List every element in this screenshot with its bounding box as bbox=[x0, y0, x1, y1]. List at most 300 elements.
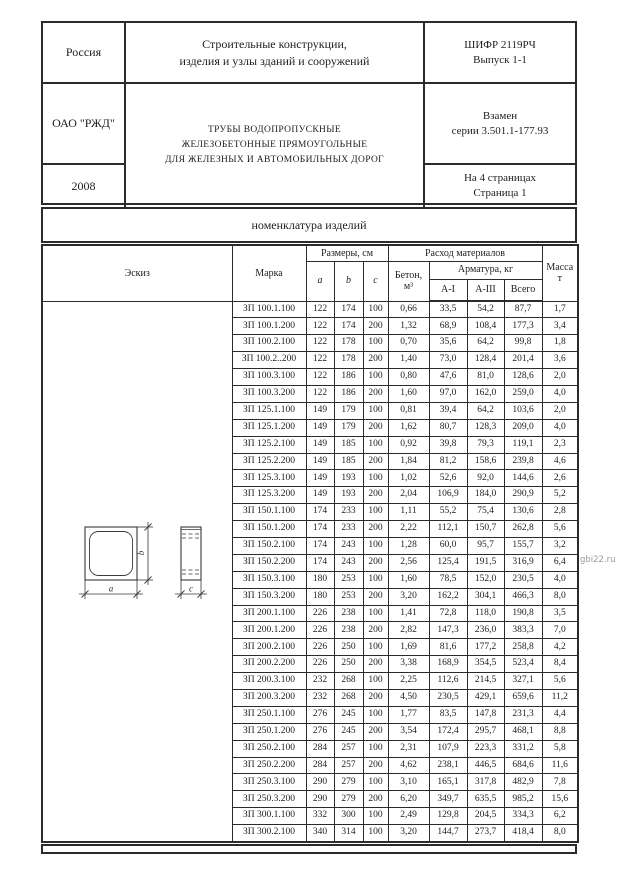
value-cell: 35,6 bbox=[429, 335, 467, 352]
value-cell: 1,02 bbox=[388, 470, 429, 487]
mark-cell: ЗП 250.3.200 bbox=[232, 791, 306, 808]
value-cell: 232 bbox=[306, 689, 334, 706]
value-cell: 178 bbox=[334, 352, 363, 369]
value-cell: 100 bbox=[363, 402, 388, 419]
value-cell: 64,2 bbox=[467, 335, 504, 352]
value-cell: 468,1 bbox=[504, 723, 542, 740]
value-cell: 106,9 bbox=[429, 487, 467, 504]
value-cell: 100 bbox=[363, 605, 388, 622]
mark-cell: ЗП 150.3.100 bbox=[232, 571, 306, 588]
value-cell: 100 bbox=[363, 436, 388, 453]
value-cell: 122 bbox=[306, 369, 334, 386]
value-cell: 83,5 bbox=[429, 706, 467, 723]
mark-cell: ЗП 250.2.100 bbox=[232, 740, 306, 757]
value-cell: 327,1 bbox=[504, 673, 542, 690]
value-cell: 174 bbox=[306, 537, 334, 554]
value-cell: 659,6 bbox=[504, 689, 542, 706]
value-cell: 1,77 bbox=[388, 706, 429, 723]
value-cell: 174 bbox=[334, 318, 363, 335]
header-sketch: Эскиз bbox=[42, 245, 232, 301]
value-cell: 193 bbox=[334, 470, 363, 487]
value-cell: 100 bbox=[363, 537, 388, 554]
value-cell: 1,11 bbox=[388, 504, 429, 521]
header-dimensions: Размеры, см bbox=[306, 245, 388, 261]
value-cell: 122 bbox=[306, 335, 334, 352]
value-cell: 236,0 bbox=[467, 622, 504, 639]
header-rebar: Арматура, кг bbox=[429, 261, 542, 279]
value-cell: 200 bbox=[363, 689, 388, 706]
value-cell: 331,2 bbox=[504, 740, 542, 757]
value-cell: 95,7 bbox=[467, 537, 504, 554]
value-cell: 1,40 bbox=[388, 352, 429, 369]
sketch-label-a: a bbox=[109, 583, 114, 594]
value-cell: 200 bbox=[363, 723, 388, 740]
sketch-label-c: c bbox=[189, 583, 194, 594]
title-block bbox=[41, 21, 577, 205]
value-cell: 200 bbox=[363, 453, 388, 470]
value-cell: 180 bbox=[306, 571, 334, 588]
issue-number: Выпуск 1-1 bbox=[473, 53, 527, 66]
value-cell: 68,9 bbox=[429, 318, 467, 335]
value-cell: 122 bbox=[306, 352, 334, 369]
mark-cell: ЗП 125.1.100 bbox=[232, 402, 306, 419]
value-cell: 81,0 bbox=[467, 369, 504, 386]
value-cell: 316,9 bbox=[504, 554, 542, 571]
value-cell: 223,3 bbox=[467, 740, 504, 757]
value-cell: 165,1 bbox=[429, 774, 467, 791]
value-cell: 130,6 bbox=[504, 504, 542, 521]
mark-cell: ЗП 150.1.200 bbox=[232, 521, 306, 538]
value-cell: 1,28 bbox=[388, 537, 429, 554]
value-cell: 635,5 bbox=[467, 791, 504, 808]
value-cell: 100 bbox=[363, 639, 388, 656]
value-cell: 243 bbox=[334, 554, 363, 571]
value-cell: 122 bbox=[306, 385, 334, 402]
cipher-cell bbox=[425, 23, 575, 84]
header-concrete-line1: Бетон, bbox=[394, 269, 423, 281]
value-cell: 4,0 bbox=[542, 419, 578, 436]
value-cell: 128,4 bbox=[467, 352, 504, 369]
value-cell: 2,56 bbox=[388, 554, 429, 571]
value-cell: 200 bbox=[363, 554, 388, 571]
sketch-inner-opening bbox=[90, 532, 133, 576]
value-cell: 174 bbox=[306, 521, 334, 538]
header-dim-b: b bbox=[334, 261, 363, 301]
value-cell: 295,7 bbox=[467, 723, 504, 740]
value-cell: 4,0 bbox=[542, 571, 578, 588]
mark-cell: ЗП 200.2.100 bbox=[232, 639, 306, 656]
value-cell: 684,6 bbox=[504, 757, 542, 774]
nomenclature-table bbox=[41, 244, 579, 843]
mark-cell: ЗП 100.2..200 bbox=[232, 352, 306, 369]
table-body bbox=[42, 301, 578, 842]
value-cell: 100 bbox=[363, 335, 388, 352]
value-cell: 6,2 bbox=[542, 808, 578, 825]
value-cell: 184,0 bbox=[467, 487, 504, 504]
value-cell: 230,5 bbox=[429, 689, 467, 706]
value-cell: 125,4 bbox=[429, 554, 467, 571]
value-cell: 186 bbox=[334, 369, 363, 386]
value-cell: 238,1 bbox=[429, 757, 467, 774]
value-cell: 7,8 bbox=[542, 774, 578, 791]
value-cell: 168,9 bbox=[429, 656, 467, 673]
value-cell: 75,4 bbox=[467, 504, 504, 521]
value-cell: 1,60 bbox=[388, 385, 429, 402]
value-cell: 2,82 bbox=[388, 622, 429, 639]
value-cell: 257 bbox=[334, 740, 363, 757]
value-cell: 118,0 bbox=[467, 605, 504, 622]
mark-cell: ЗП 125.3.100 bbox=[232, 470, 306, 487]
value-cell: 238 bbox=[334, 622, 363, 639]
value-cell: 149 bbox=[306, 487, 334, 504]
mark-cell: ЗП 300.1.100 bbox=[232, 808, 306, 825]
value-cell: 279 bbox=[334, 774, 363, 791]
value-cell: 177,2 bbox=[467, 639, 504, 656]
value-cell: 2,31 bbox=[388, 740, 429, 757]
value-cell: 128,3 bbox=[467, 419, 504, 436]
header-material-consumption: Расход материалов bbox=[388, 245, 542, 261]
value-cell: 39,8 bbox=[429, 436, 467, 453]
value-cell: 1,84 bbox=[388, 453, 429, 470]
value-cell: 3,4 bbox=[542, 318, 578, 335]
value-cell: 4,62 bbox=[388, 757, 429, 774]
value-cell: 107,9 bbox=[429, 740, 467, 757]
value-cell: 446,5 bbox=[467, 757, 504, 774]
value-cell: 253 bbox=[334, 571, 363, 588]
value-cell: 2,8 bbox=[542, 504, 578, 521]
value-cell: 354,5 bbox=[467, 656, 504, 673]
value-cell: 52,6 bbox=[429, 470, 467, 487]
organization-label: ОАО "РЖД" bbox=[52, 116, 115, 131]
value-cell: 268 bbox=[334, 689, 363, 706]
cipher-code: ШИФР 2119РЧ bbox=[464, 38, 536, 51]
value-cell: 39,4 bbox=[429, 402, 467, 419]
value-cell: 262,8 bbox=[504, 521, 542, 538]
value-cell: 122 bbox=[306, 301, 334, 318]
value-cell: 230,5 bbox=[504, 571, 542, 588]
value-cell: 73,0 bbox=[429, 352, 467, 369]
section-title-band bbox=[41, 207, 577, 243]
value-cell: 0,81 bbox=[388, 402, 429, 419]
value-cell: 250 bbox=[334, 639, 363, 656]
value-cell: 103,6 bbox=[504, 402, 542, 419]
mark-cell: ЗП 250.1.200 bbox=[232, 723, 306, 740]
value-cell: 193 bbox=[334, 487, 363, 504]
series-title-cell bbox=[126, 23, 425, 84]
value-cell: 112,1 bbox=[429, 521, 467, 538]
country-cell bbox=[43, 23, 126, 84]
sketch-cell bbox=[42, 301, 232, 842]
value-cell: 87,7 bbox=[504, 301, 542, 318]
value-cell: 2,0 bbox=[542, 369, 578, 386]
product-title-line3: ДЛЯ ЖЕЛЕЗНЫХ И АВТОМОБИЛЬНЫХ ДОРОГ bbox=[164, 155, 385, 166]
value-cell: 258,8 bbox=[504, 639, 542, 656]
value-cell: 4,6 bbox=[542, 453, 578, 470]
value-cell: 1,69 bbox=[388, 639, 429, 656]
value-cell: 3,6 bbox=[542, 352, 578, 369]
value-cell: 80,7 bbox=[429, 419, 467, 436]
value-cell: 1,8 bbox=[542, 335, 578, 352]
mark-cell: ЗП 150.2.100 bbox=[232, 537, 306, 554]
value-cell: 174 bbox=[306, 504, 334, 521]
header-mark: Марка bbox=[232, 245, 306, 301]
mark-cell: ЗП 250.1.100 bbox=[232, 706, 306, 723]
value-cell: 209,0 bbox=[504, 419, 542, 436]
value-cell: 5,6 bbox=[542, 521, 578, 538]
header-mass-line2: т bbox=[557, 273, 562, 285]
value-cell: 232 bbox=[306, 673, 334, 690]
mark-cell: ЗП 100.1.100 bbox=[232, 301, 306, 318]
value-cell: 257 bbox=[334, 757, 363, 774]
value-cell: 3,20 bbox=[388, 588, 429, 605]
mark-cell: ЗП 150.1.100 bbox=[232, 504, 306, 521]
value-cell: 2,04 bbox=[388, 487, 429, 504]
value-cell: 100 bbox=[363, 774, 388, 791]
value-cell: 253 bbox=[334, 588, 363, 605]
header-concrete-line2: м³ bbox=[403, 281, 414, 292]
value-cell: 81,2 bbox=[429, 453, 467, 470]
value-cell: 147,3 bbox=[429, 622, 467, 639]
value-cell: 334,3 bbox=[504, 808, 542, 825]
value-cell: 233 bbox=[334, 521, 363, 538]
value-cell: 8,0 bbox=[542, 825, 578, 842]
value-cell: 174 bbox=[306, 554, 334, 571]
value-cell: 150,7 bbox=[467, 521, 504, 538]
value-cell: 200 bbox=[363, 318, 388, 335]
sketch-side-view bbox=[181, 527, 201, 580]
value-cell: 1,60 bbox=[388, 571, 429, 588]
value-cell: 200 bbox=[363, 487, 388, 504]
value-cell: 64,2 bbox=[467, 402, 504, 419]
value-cell: 7,0 bbox=[542, 622, 578, 639]
value-cell: 186 bbox=[334, 385, 363, 402]
value-cell: 100 bbox=[363, 504, 388, 521]
value-cell: 279 bbox=[334, 791, 363, 808]
value-cell: 100 bbox=[363, 369, 388, 386]
mark-cell: ЗП 125.1.200 bbox=[232, 419, 306, 436]
value-cell: 177,3 bbox=[504, 318, 542, 335]
value-cell: 233 bbox=[334, 504, 363, 521]
value-cell: 214,5 bbox=[467, 673, 504, 690]
value-cell: 2,49 bbox=[388, 808, 429, 825]
mark-cell: ЗП 300.2.100 bbox=[232, 825, 306, 842]
value-cell: 0,80 bbox=[388, 369, 429, 386]
value-cell: 100 bbox=[363, 571, 388, 588]
value-cell: 97,0 bbox=[429, 385, 467, 402]
value-cell: 2,3 bbox=[542, 436, 578, 453]
value-cell: 429,1 bbox=[467, 689, 504, 706]
mark-cell: ЗП 150.3.200 bbox=[232, 588, 306, 605]
value-cell: 226 bbox=[306, 605, 334, 622]
replaces-line2: серии 3.501.1-177.93 bbox=[451, 124, 549, 137]
value-cell: 78,5 bbox=[429, 571, 467, 588]
value-cell: 482,9 bbox=[504, 774, 542, 791]
value-cell: 2,25 bbox=[388, 673, 429, 690]
mark-cell: ЗП 125.3.200 bbox=[232, 487, 306, 504]
value-cell: 119,1 bbox=[504, 436, 542, 453]
header-dim-c: c bbox=[363, 261, 388, 301]
section-title: номенклатура изделий bbox=[251, 217, 367, 232]
value-cell: 523,4 bbox=[504, 656, 542, 673]
value-cell: 5,8 bbox=[542, 740, 578, 757]
value-cell: 349,7 bbox=[429, 791, 467, 808]
table-header bbox=[42, 245, 578, 301]
value-cell: 47,6 bbox=[429, 369, 467, 386]
value-cell: 33,5 bbox=[429, 301, 467, 318]
value-cell: 204,5 bbox=[467, 808, 504, 825]
mark-cell: ЗП 100.1.200 bbox=[232, 318, 306, 335]
value-cell: 4,0 bbox=[542, 385, 578, 402]
value-cell: 81,6 bbox=[429, 639, 467, 656]
value-cell: 1,7 bbox=[542, 301, 578, 318]
value-cell: 190,8 bbox=[504, 605, 542, 622]
value-cell: 8,8 bbox=[542, 723, 578, 740]
series-title-line1: Строительные конструкции, bbox=[202, 37, 347, 52]
mark-cell: ЗП 250.2.200 bbox=[232, 757, 306, 774]
value-cell: 383,3 bbox=[504, 622, 542, 639]
value-cell: 54,2 bbox=[467, 301, 504, 318]
page-number: Страница 1 bbox=[473, 187, 527, 199]
value-cell: 191,5 bbox=[467, 554, 504, 571]
value-cell: 243 bbox=[334, 537, 363, 554]
header-mass-line1: Масса bbox=[546, 261, 574, 273]
mark-cell: ЗП 200.2.200 bbox=[232, 656, 306, 673]
value-cell: 300 bbox=[334, 808, 363, 825]
value-cell: 174 bbox=[334, 301, 363, 318]
value-cell: 92,0 bbox=[467, 470, 504, 487]
value-cell: 340 bbox=[306, 825, 334, 842]
value-cell: 276 bbox=[306, 723, 334, 740]
value-cell: 250 bbox=[334, 656, 363, 673]
value-cell: 100 bbox=[363, 706, 388, 723]
value-cell: 100 bbox=[363, 825, 388, 842]
value-cell: 100 bbox=[363, 673, 388, 690]
value-cell: 284 bbox=[306, 757, 334, 774]
value-cell: 149 bbox=[306, 419, 334, 436]
value-cell: 100 bbox=[363, 740, 388, 757]
value-cell: 4,2 bbox=[542, 639, 578, 656]
value-cell: 122 bbox=[306, 318, 334, 335]
value-cell: 273,7 bbox=[467, 825, 504, 842]
series-title-line2: изделия и узлы зданий и сооружений bbox=[179, 53, 370, 68]
value-cell: 162,0 bbox=[467, 385, 504, 402]
value-cell: 72,8 bbox=[429, 605, 467, 622]
value-cell: 466,3 bbox=[504, 588, 542, 605]
value-cell: 8,4 bbox=[542, 656, 578, 673]
value-cell: 11,2 bbox=[542, 689, 578, 706]
value-cell: 200 bbox=[363, 622, 388, 639]
pages-cell bbox=[425, 165, 575, 207]
value-cell: 0,92 bbox=[388, 436, 429, 453]
value-cell: 985,2 bbox=[504, 791, 542, 808]
value-cell: 2,22 bbox=[388, 521, 429, 538]
value-cell: 149 bbox=[306, 436, 334, 453]
value-cell: 149 bbox=[306, 453, 334, 470]
value-cell: 152,0 bbox=[467, 571, 504, 588]
value-cell: 5,6 bbox=[542, 673, 578, 690]
value-cell: 185 bbox=[334, 453, 363, 470]
value-cell: 60,0 bbox=[429, 537, 467, 554]
mark-cell: ЗП 200.1.100 bbox=[232, 605, 306, 622]
header-concrete bbox=[388, 261, 429, 301]
mark-cell: ЗП 150.2.200 bbox=[232, 554, 306, 571]
value-cell: 5,2 bbox=[542, 487, 578, 504]
header-rebar-a3: А-III bbox=[467, 279, 504, 301]
value-cell: 3,5 bbox=[542, 605, 578, 622]
replaces-cell bbox=[425, 84, 575, 165]
header-rebar-a1: А-I bbox=[429, 279, 467, 301]
value-cell: 149 bbox=[306, 402, 334, 419]
value-cell: 155,7 bbox=[504, 537, 542, 554]
value-cell: 149 bbox=[306, 470, 334, 487]
value-cell: 100 bbox=[363, 808, 388, 825]
value-cell: 144,7 bbox=[429, 825, 467, 842]
value-cell: 284 bbox=[306, 740, 334, 757]
sketch-outer-square bbox=[85, 527, 137, 580]
value-cell: 231,3 bbox=[504, 706, 542, 723]
value-cell: 245 bbox=[334, 706, 363, 723]
value-cell: 158,6 bbox=[467, 453, 504, 470]
mark-cell: ЗП 100.2.100 bbox=[232, 335, 306, 352]
product-title-line2: ЖЕЛЕЗОБЕТОННЫЕ ПРЯМОУГОЛЬНЫЕ bbox=[181, 139, 368, 150]
country-label: Россия bbox=[65, 45, 102, 60]
header-rebar-total: Всего bbox=[504, 279, 542, 301]
value-cell: 108,4 bbox=[467, 318, 504, 335]
mark-cell: ЗП 200.1.200 bbox=[232, 622, 306, 639]
pages-count: На 4 страницах bbox=[463, 172, 537, 185]
product-title-cell bbox=[126, 84, 425, 207]
value-cell: 79,3 bbox=[467, 436, 504, 453]
value-cell: 0,70 bbox=[388, 335, 429, 352]
value-cell: 55,2 bbox=[429, 504, 467, 521]
replaces-line1: Взамен bbox=[482, 109, 518, 122]
value-cell: 226 bbox=[306, 639, 334, 656]
value-cell: 178 bbox=[334, 335, 363, 352]
mark-cell: ЗП 100.3.100 bbox=[232, 369, 306, 386]
value-cell: 128,6 bbox=[504, 369, 542, 386]
sketch-label-b: b bbox=[136, 551, 147, 556]
value-cell: 200 bbox=[363, 757, 388, 774]
value-cell: 245 bbox=[334, 723, 363, 740]
mark-cell: ЗП 200.3.100 bbox=[232, 673, 306, 690]
value-cell: 200 bbox=[363, 791, 388, 808]
value-cell: 3,20 bbox=[388, 825, 429, 842]
year-label: 2008 bbox=[71, 178, 96, 193]
value-cell: 2,6 bbox=[542, 470, 578, 487]
value-cell: 180 bbox=[306, 588, 334, 605]
value-cell: 200 bbox=[363, 419, 388, 436]
value-cell: 99,8 bbox=[504, 335, 542, 352]
value-cell: 179 bbox=[334, 419, 363, 436]
value-cell: 162,2 bbox=[429, 588, 467, 605]
value-cell: 3,38 bbox=[388, 656, 429, 673]
value-cell: 3,54 bbox=[388, 723, 429, 740]
value-cell: 226 bbox=[306, 656, 334, 673]
value-cell: 290,9 bbox=[504, 487, 542, 504]
value-cell: 200 bbox=[363, 656, 388, 673]
value-cell: 304,1 bbox=[467, 588, 504, 605]
value-cell: 2,0 bbox=[542, 402, 578, 419]
value-cell: 201,4 bbox=[504, 352, 542, 369]
value-cell: 147,8 bbox=[467, 706, 504, 723]
value-cell: 200 bbox=[363, 385, 388, 402]
value-cell: 200 bbox=[363, 352, 388, 369]
mark-cell: ЗП 125.2.200 bbox=[232, 453, 306, 470]
bottom-empty-strip bbox=[41, 844, 577, 854]
value-cell: 418,4 bbox=[504, 825, 542, 842]
mark-cell: ЗП 200.3.200 bbox=[232, 689, 306, 706]
value-cell: 1,32 bbox=[388, 318, 429, 335]
